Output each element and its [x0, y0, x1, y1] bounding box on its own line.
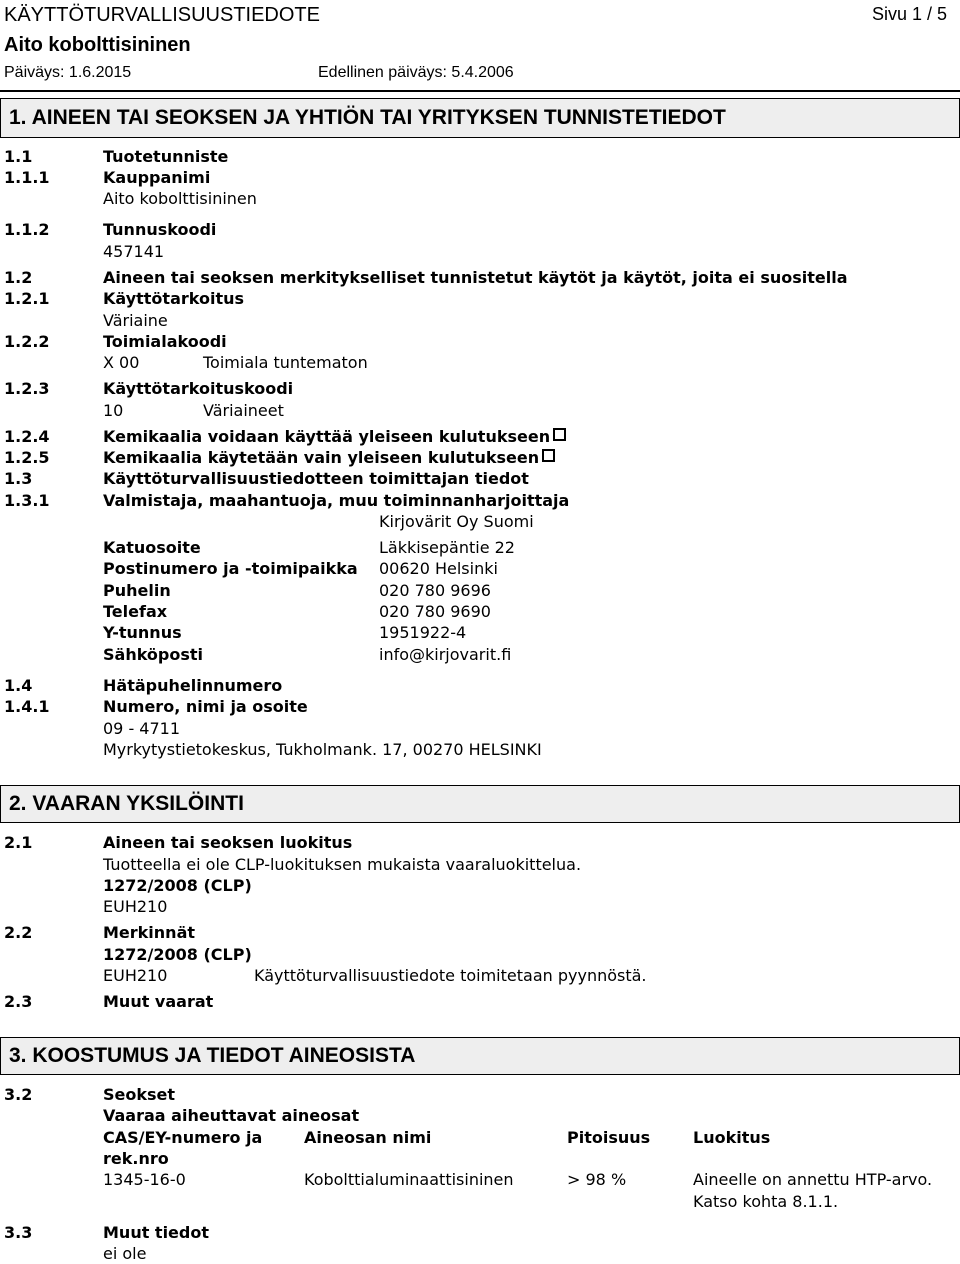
use-code: 10 — [103, 401, 124, 420]
item-label: Valmistaja, maahantuoja, muu toiminnanharjoittaja — [103, 491, 570, 510]
use-value: Väriaine — [103, 311, 168, 330]
use-code-name: Väriaineet — [203, 401, 284, 420]
item-number: 1.2.5 — [4, 448, 50, 467]
table-cell: Katso kohta 8.1.1. — [693, 1192, 839, 1211]
column-header: Pitoisuus — [567, 1128, 651, 1147]
item-number: 1.2.2 — [4, 332, 50, 351]
item-label: Käyttötarkoituskoodi — [103, 379, 294, 398]
page-number: Sivu 1 / 5 — [872, 4, 948, 24]
contact-value: 020 780 9690 — [379, 602, 491, 621]
item-number: 2.1 — [4, 833, 33, 852]
item-number: 1.2.3 — [4, 379, 50, 398]
emergency-address: Myrkytystietokeskus, Tukholmank. 17, 00270 HELSINKI — [103, 740, 542, 759]
industry-name: Toimiala tuntematon — [203, 353, 368, 372]
contact-label: Katuosoite — [103, 538, 201, 557]
item-label: Aineen tai seoksen luokitus — [103, 833, 353, 852]
contact-value: 1951922-4 — [379, 623, 467, 642]
item-number: 3.3 — [4, 1223, 33, 1242]
item-label: Muut tiedot — [103, 1223, 209, 1242]
item-label: Kemikaalia voidaan käyttää yleiseen kulutukseen — [103, 427, 566, 447]
product-name: Aito kobolttisininen — [4, 34, 191, 56]
document-type: KÄYTTÖTURVALLISUUSTIEDOTE — [4, 4, 320, 26]
column-header: Luokitus — [693, 1128, 771, 1147]
section-3-header: 3. KOOSTUMUS JA TIEDOT AINEOSISTA — [0, 1037, 960, 1075]
contact-value: 020 780 9696 — [379, 581, 491, 600]
id-code-value: 457141 — [103, 242, 165, 261]
item-label: Kauppanimi — [103, 168, 211, 187]
header-rule — [0, 90, 960, 92]
item-label: Merkinnät — [103, 923, 196, 942]
column-header: Aineosan nimi — [304, 1128, 432, 1147]
table-cell: > 98 % — [567, 1170, 627, 1189]
item-label: Käyttöturvallisuustiedotteen toimittajan tiedot — [103, 469, 529, 488]
item-number: 3.2 — [4, 1085, 33, 1104]
unchecked-checkbox-icon — [553, 428, 566, 441]
hazard-statement: Käyttöturvallisuustiedote toimitetaan pyynnöstä. — [254, 966, 647, 985]
item-number: 1.2.1 — [4, 289, 50, 308]
item-label: Muut vaarat — [103, 992, 214, 1011]
other-info-value: ei ole — [103, 1244, 147, 1263]
previous-date: Edellinen päiväys: 5.4.2006 — [318, 64, 514, 81]
contact-label: Puhelin — [103, 581, 171, 600]
subheading: Vaaraa aiheuttavat aineosat — [103, 1106, 360, 1125]
item-label: Aineen tai seoksen merkitykselliset tunnistetut käytöt ja käytöt, joita ei suositella — [103, 268, 848, 287]
contact-value: 00620 Helsinki — [379, 559, 498, 578]
item-number: 1.3 — [4, 469, 33, 488]
trade-name-value: Aito kobolttisininen — [103, 189, 257, 208]
classification-text: Tuotteella ei ole CLP-luokituksen mukaista vaaraluokittelua. — [103, 855, 582, 874]
item-label: Tunnuskoodi — [103, 220, 217, 239]
item-number: 1.4.1 — [4, 697, 50, 716]
email-link[interactable]: info@kirjovarit.fi — [379, 645, 512, 664]
section-2-header: 2. VAARAN YKSILÖINTI — [0, 785, 960, 823]
contact-label: Sähköposti — [103, 645, 204, 664]
item-number: 1.2.4 — [4, 427, 50, 446]
company-name: Kirjovärit Oy Suomi — [379, 512, 534, 531]
item-number: 1.1.1 — [4, 168, 50, 187]
regulation: 1272/2008 (CLP) — [103, 945, 252, 964]
table-cell: 1345-16-0 — [103, 1170, 186, 1189]
item-number: 1.1.2 — [4, 220, 50, 239]
item-number: 2.3 — [4, 992, 33, 1011]
item-number: 1.2 — [4, 268, 33, 287]
regulation: 1272/2008 (CLP) — [103, 876, 252, 895]
item-number: 1.1 — [4, 147, 33, 166]
contact-label: Telefax — [103, 602, 168, 621]
issue-date: Päiväys: 1.6.2015 — [4, 64, 132, 81]
item-number: 1.3.1 — [4, 491, 50, 510]
item-number: 1.4 — [4, 676, 33, 695]
section-1-header: 1. AINEEN TAI SEOKSEN JA YHTIÖN TAI YRITYKSEN TUNNISTETIEDOT — [0, 98, 960, 138]
contact-label: Postinumero ja -toimipaikka — [103, 559, 358, 578]
industry-code: X 00 — [103, 353, 140, 372]
unchecked-checkbox-icon — [542, 449, 555, 462]
item-label: Hätäpuhelinnumero — [103, 676, 283, 695]
column-header: rek.nro — [103, 1149, 169, 1168]
item-label: Toimialakoodi — [103, 332, 227, 351]
item-label: Tuotetunniste — [103, 147, 229, 166]
contact-label: Y-tunnus — [103, 623, 182, 642]
item-number: 2.2 — [4, 923, 33, 942]
column-header: CAS/EY-numero ja — [103, 1128, 263, 1147]
item-label: Numero, nimi ja osoite — [103, 697, 308, 716]
hazard-code: EUH210 — [103, 966, 168, 985]
contact-value: Läkkisepäntie 22 — [379, 538, 515, 557]
emergency-phone: 09 - 4711 — [103, 719, 181, 738]
item-label: Kemikaalia käytetään vain yleiseen kulutukseen — [103, 448, 555, 468]
item-label: Käyttötarkoitus — [103, 289, 245, 308]
table-cell: Aineelle on annettu HTP-arvo. — [693, 1170, 933, 1189]
hazard-code: EUH210 — [103, 897, 168, 916]
item-label: Seokset — [103, 1085, 176, 1104]
table-cell: Kobolttialuminaattisininen — [304, 1170, 514, 1189]
